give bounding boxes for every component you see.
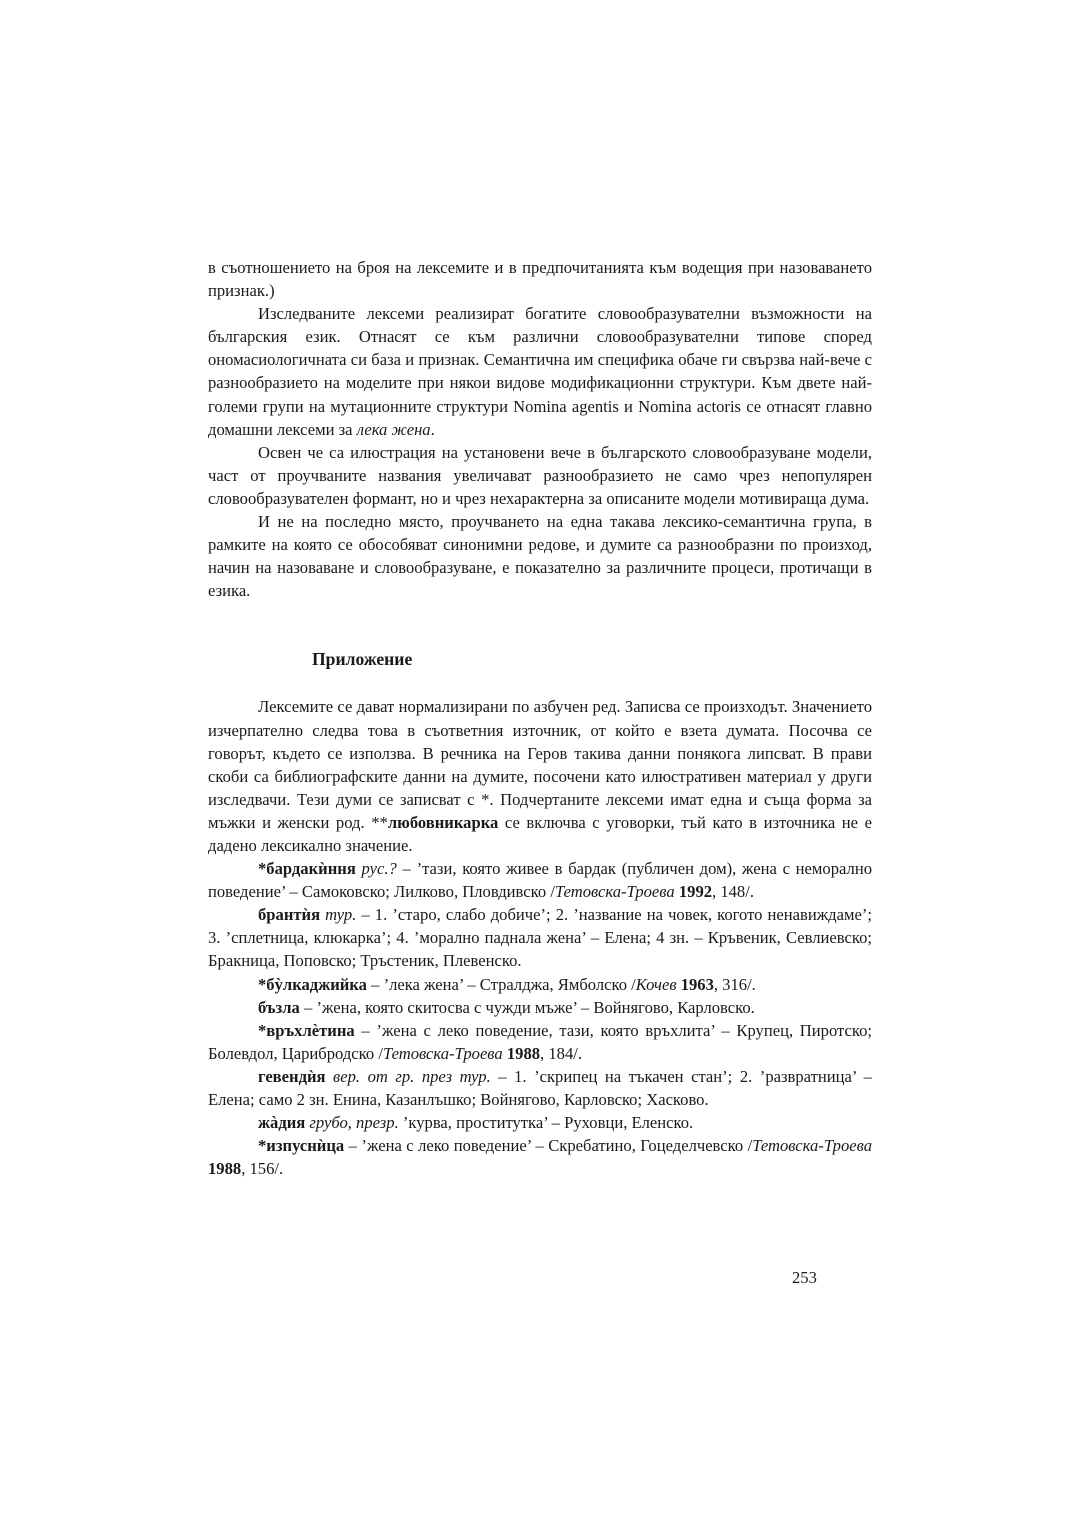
entry-tail: , 148/. xyxy=(712,882,754,902)
entry-tail: , 316/. xyxy=(713,974,756,994)
entry-year: 1992 xyxy=(678,882,713,902)
entry-headword: *бỳлкаджийка xyxy=(258,974,367,994)
page-number: 253 xyxy=(792,1268,817,1287)
paragraph-3-text: Освен че са илюстрация на установени вече в българското словообразуване модели, част от проучваните названия увеличават разнообразието не само чрез непопулярен словообразувателен формант, но и чрез нехарактерна за описаните модели мотивираща дума. xyxy=(208,442,872,508)
dictionary-entry xyxy=(208,996,872,1019)
dictionary-entry xyxy=(208,1065,872,1111)
entry-definition: – ’жена с леко поведение, тази, която връхлита’ – Крупец, Пиротско; Болевдол, Царибродско / xyxy=(208,1020,872,1063)
appendix-intro-text: Лексемите се дават нормализирани по азбучен ред. Записва се произходът. Значението изчерпателно следва това в съответния източник, от който е взета думата. Посочва се говорът, където се използва. В речника на Геров такива данни понякога липсват. В прави скоби са библиографските данни на думите, посочени като илюстративен материал у други изследвачи. Тези думи се записват с *. Подчертаните лексеми имат една и съща форма за мъжки и женски род. ** xyxy=(208,697,872,832)
paragraph-1-text: в съотношението на броя на лексемите и в предпочитанията към водещия при назоваването признак.) xyxy=(208,258,872,301)
dictionary-entry xyxy=(208,973,872,996)
entry-headword: *бардакѝння xyxy=(258,859,356,879)
paragraph-2-end: . xyxy=(430,419,435,439)
paragraph-2-text: Изследваните лексеми реализират богатите словообразувателни възможности на българския език. Отнасят се към различни словообразувателни типове според ономасиологичната си база и признак. Семантична им специфика обаче ги свързва най-вече с разнообразието на моделите при някои видове модификационни структури. Към двете най-големи групи на мутационните структури Nomina agentis и Nomina actoris се отнасят главно домашни лексеми за xyxy=(208,304,872,439)
entry-headword: жàдия xyxy=(258,1113,306,1133)
dictionary-entry xyxy=(208,1134,872,1180)
entry-headword: бъзла xyxy=(258,997,300,1017)
entry-headword: брантѝя xyxy=(258,905,321,925)
appendix-intro-end: се включва с уговорки, тъй като в източника не е дадено лексикално значение. xyxy=(208,812,873,855)
entry-source: Тетовска-Троева xyxy=(752,1136,872,1156)
entry-source: Кочев xyxy=(635,974,677,994)
entry-definition: – ’жена с леко поведение’ – Скребатино, Гоцеделчевско / xyxy=(344,1136,753,1156)
dictionary-entry xyxy=(208,1111,872,1134)
entry-tail: , 156/. xyxy=(241,1159,284,1179)
dictionary-entry xyxy=(208,1019,872,1065)
paragraph-1 xyxy=(208,256,872,302)
entry-year: 1988 xyxy=(208,1159,242,1179)
entry-definition: – 1. ’старо, слабо добиче’; 2. ’название на човек, когото ненавиждаме’; 3. ’сплетница, клюкарка’; 4. ’морално паднала жена’ – Елена; 4 зн. – Кръвеник, Севлиевско; Бракница, Поповско; Тръстеник, Плевенско. xyxy=(208,905,872,971)
entry-year: 1963 xyxy=(680,974,714,994)
dictionary-entries xyxy=(208,857,872,1180)
appendix-heading: Приложение xyxy=(312,649,413,670)
appendix-intro-bold: любовникарка xyxy=(387,812,499,832)
dictionary-entry xyxy=(208,903,872,972)
paragraph-2-emphasis: лека жена xyxy=(356,419,431,439)
entry-source: Тетовска-Троева xyxy=(554,882,675,902)
entry-headword: *връхлѐтина xyxy=(258,1020,355,1040)
entry-year: 1988 xyxy=(506,1043,541,1063)
entry-definition: ’курва, проститутка’ – Руховци, Еленско. xyxy=(398,1113,694,1133)
entry-source: Тетовска-Троева xyxy=(382,1043,503,1063)
entry-definition: – ’жена, която скитосва с чужди мъже’ – Войнягово, Карловско. xyxy=(299,997,755,1017)
dictionary-entry xyxy=(208,857,872,903)
paragraph-3 xyxy=(208,441,872,510)
entry-definition: – ’тази, която живее в бардак (публичен дом), жена с неморално поведение’ – Самоковско; Лилково, Пловдивско / xyxy=(208,859,872,902)
entry-tail: , 184/. xyxy=(540,1043,582,1063)
page-body xyxy=(208,256,872,1180)
entry-headword: *изпуснѝца xyxy=(258,1136,345,1156)
entry-origin: тур. xyxy=(325,905,357,925)
paragraph-4-text: И не на последно място, проучването на една такава лексико-семантична група, в рамките на която се обособяват синонимни редове, и думите са разнообразни по произход, начин на назоваване и словообразуване, е показателно за различните процеси, протичащи в езика. xyxy=(208,512,872,601)
entry-definition: – ’лека жена’ – Стралджа, Ямболско / xyxy=(366,974,636,994)
paragraph-4 xyxy=(208,510,872,602)
entry-origin: рус.? xyxy=(361,859,397,879)
entry-headword: гевендѝя xyxy=(258,1066,326,1086)
paragraph-2 xyxy=(208,302,872,441)
heading-spacer xyxy=(208,671,872,695)
entry-origin: грубо, презр. xyxy=(309,1113,399,1133)
appendix-intro xyxy=(208,695,872,857)
entry-definition: – 1. ’скрипец на тъкачен стан’; 2. ’развратница’ – Елена; само 2 зн. Енина, Казанлъшко; Войнягово, Карловско; Хасково. xyxy=(208,1066,872,1109)
entry-origin: вер. от гр. през тур. xyxy=(333,1066,491,1086)
